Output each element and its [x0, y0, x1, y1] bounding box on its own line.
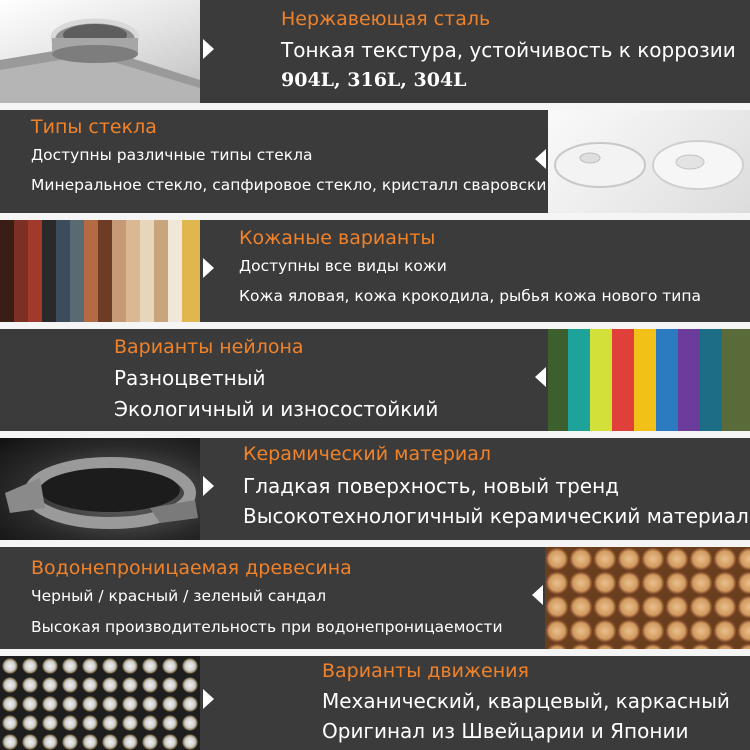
section-line: Разноцветный: [114, 366, 266, 390]
watch-movements-photo: [0, 656, 200, 750]
section-title: Варианты нейлона: [114, 336, 304, 358]
chevron-right-icon: [203, 258, 214, 278]
nylon-fabric-rolls-photo: [548, 329, 750, 431]
divider: [0, 103, 750, 110]
divider: [0, 540, 750, 547]
leather-rolls-photo: [0, 220, 200, 322]
section-line: Минеральное стекло, сапфировое стекло, кристалл сваровски: [31, 176, 547, 194]
section-waterproof-wood: [0, 547, 750, 649]
chevron-left-icon: [535, 367, 546, 387]
section-line: Доступны все виды кожи: [239, 257, 447, 275]
divider: [0, 431, 750, 438]
section-line: Оригинал из Швейцарии и Японии: [322, 719, 689, 743]
chevron-right-icon: [203, 689, 214, 709]
chevron-right-icon: [203, 476, 214, 496]
section-line: Доступны различные типы стекла: [31, 146, 313, 164]
section-title: Керамический материал: [243, 443, 492, 465]
divider: [0, 213, 750, 220]
section-title: Водонепроницаемая древесина: [31, 557, 352, 579]
section-movements: [0, 656, 750, 750]
section-title: Кожаные варианты: [239, 227, 436, 249]
section-title: Типы стекла: [31, 116, 157, 138]
section-glass-types: [0, 110, 750, 213]
section-line: Высокая производительность при водонепроницаемости: [31, 618, 503, 636]
section-line: Кожа яловая, кожа крокодила, рыбья кожа нового типа: [239, 287, 701, 305]
section-ceramic: [0, 438, 750, 540]
section-line: Механический, кварцевый, каркасный: [322, 689, 730, 713]
ceramic-watch-case-photo: [0, 438, 200, 540]
section-line: Тонкая текстура, устойчивость к коррозии: [281, 38, 736, 62]
section-title: Нержавеющая сталь: [281, 8, 491, 30]
section-line: Экологичный и износостойкий: [114, 397, 439, 421]
section-line: 904L, 316L, 304L: [281, 69, 467, 91]
section-leather: [0, 220, 750, 322]
chevron-left-icon: [532, 585, 543, 605]
wood-logs-photo: [545, 547, 750, 649]
section-title: Варианты движения: [322, 660, 529, 682]
divider: [0, 649, 750, 656]
section-nylon: [0, 329, 750, 431]
chevron-left-icon: [535, 149, 546, 169]
watch-glass-crystals-photo: [548, 110, 750, 213]
chevron-right-icon: [203, 39, 214, 59]
section-line: Черный / красный / зеленый сандал: [31, 587, 327, 605]
stainless-steel-watch-case-photo: [0, 0, 200, 103]
section-line: Гладкая поверхность, новый тренд: [243, 474, 619, 498]
section-stainless-steel: [0, 0, 750, 103]
divider: [0, 322, 750, 329]
section-line: Высокотехнологичный керамический материал: [243, 504, 749, 528]
